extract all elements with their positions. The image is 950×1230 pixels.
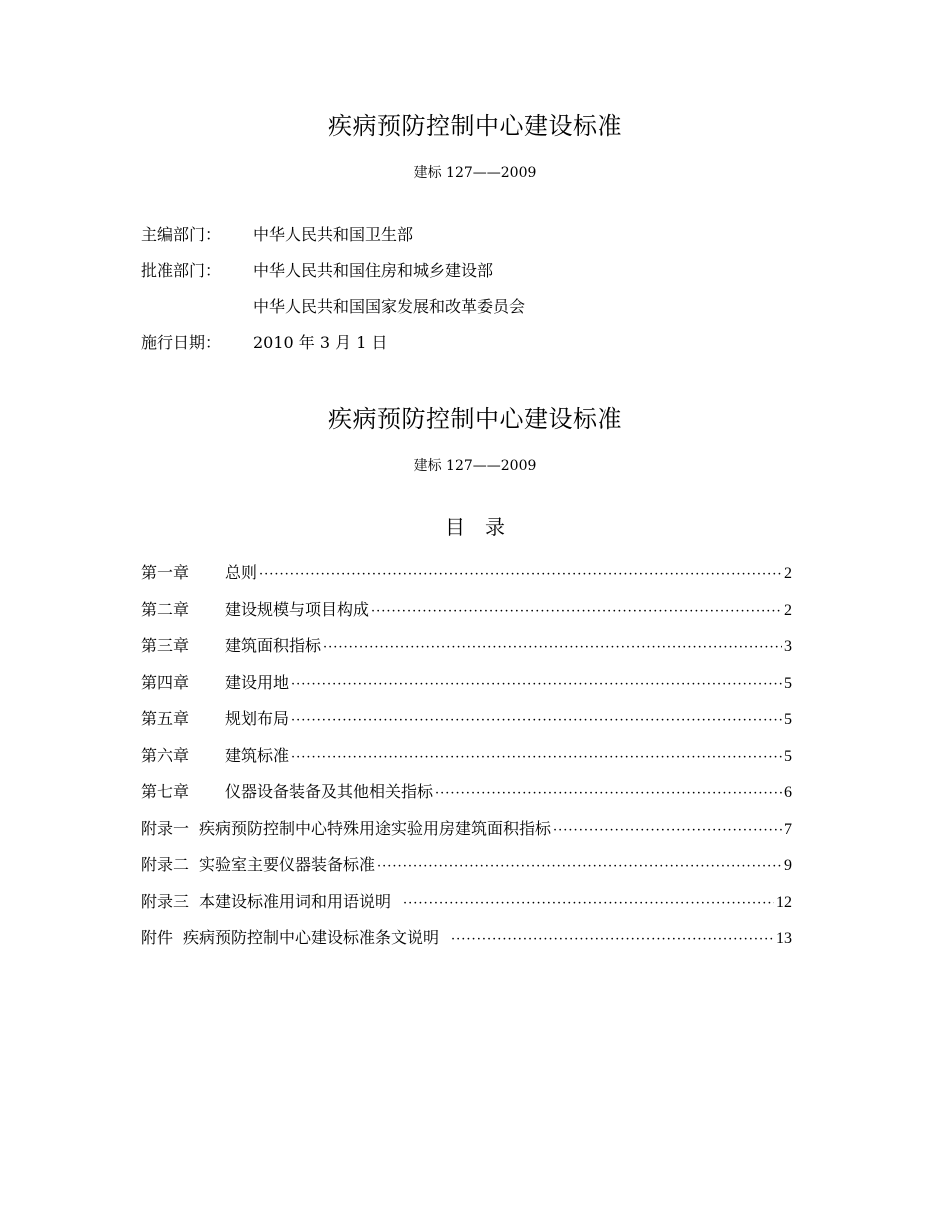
toc-item[interactable] <box>141 743 792 780</box>
table-of-contents <box>141 560 792 962</box>
toc-item-number: 附录三 <box>141 891 190 911</box>
toc-leader-dots <box>323 640 782 655</box>
toc-leader-dots <box>291 713 782 728</box>
toc-item-title: 建设规模与项目构成 <box>225 599 370 619</box>
toc-leader-dots <box>291 677 782 692</box>
toc-leader-dots <box>451 932 774 947</box>
toc-item[interactable] <box>141 597 792 634</box>
document-title: 疾病预防控制中心建设标准 <box>328 112 622 140</box>
toc-item-number: 第一章 <box>141 563 190 582</box>
toc-item-number: 第六章 <box>141 745 190 765</box>
toc-item-page: 12 <box>776 893 792 911</box>
toc-leader-dots <box>553 823 782 838</box>
toc-leader-dots <box>259 567 782 582</box>
toc-item-number: 第五章 <box>141 709 190 728</box>
toc-item-number: 附录一 <box>141 818 190 838</box>
toc-item[interactable] <box>141 816 792 853</box>
toc-item-title: 本建设标准用词和用语说明 <box>199 891 392 911</box>
toc-item[interactable] <box>141 852 792 889</box>
toc-item[interactable] <box>141 633 792 670</box>
toc-item[interactable] <box>141 560 792 597</box>
toc-item-title: 实验室主要仪器装备标准 <box>199 855 376 874</box>
toc-item-page: 5 <box>784 747 792 765</box>
toc-item-page: 2 <box>784 601 792 619</box>
approver-label: 批准部门： <box>141 261 222 280</box>
toc-item-page: 9 <box>784 857 792 874</box>
approver-value-1: 中华人民共和国住房和城乡建设部 <box>253 261 494 280</box>
toc-item-number: 附录二 <box>141 855 190 874</box>
toc-item-page: 6 <box>784 784 792 801</box>
toc-item-page: 5 <box>784 674 792 692</box>
toc-item[interactable] <box>141 889 792 926</box>
toc-leader-dots <box>371 604 782 619</box>
toc-item-number: 第四章 <box>141 672 190 692</box>
toc-item-title: 仪器设备装备及其他相关指标 <box>225 782 434 801</box>
toc-item-title: 建筑标准 <box>225 745 290 765</box>
toc-item-title: 规划布局 <box>225 709 290 728</box>
second-standard-code: 建标 127——2009 <box>413 458 537 474</box>
toc-item-number: 第三章 <box>141 636 190 655</box>
approver-value-2: 中华人民共和国国家发展和改革委员会 <box>253 297 526 316</box>
toc-item-number: 附件 <box>141 928 174 947</box>
toc-item-title: 建筑面积指标 <box>225 636 322 655</box>
toc-leader-dots <box>403 896 774 911</box>
toc-item-page: 13 <box>776 930 792 947</box>
toc-leader-dots <box>291 750 782 765</box>
toc-item[interactable] <box>141 706 792 743</box>
toc-item[interactable] <box>141 779 792 816</box>
editor-label: 主编部门： <box>141 225 222 244</box>
date-label: 施行日期： <box>141 333 222 352</box>
toc-item-title: 疾病预防控制中心特殊用途实验用房建筑面积指标 <box>199 818 552 838</box>
toc-item-page: 7 <box>784 820 792 838</box>
toc-item-title: 总则 <box>225 563 258 582</box>
toc-item-page: 2 <box>784 565 792 582</box>
toc-item-number: 第七章 <box>141 782 190 801</box>
toc-item-title: 建设用地 <box>225 672 290 692</box>
standard-code: 建标 127——2009 <box>413 165 537 181</box>
toc-item-page: 3 <box>784 638 792 655</box>
second-title: 疾病预防控制中心建设标准 <box>328 405 622 433</box>
toc-item-number: 第二章 <box>141 599 190 619</box>
toc-item-page: 5 <box>784 711 792 728</box>
toc-item[interactable] <box>141 670 792 707</box>
date-value: 2010 年 3 月 1 日 <box>253 333 388 352</box>
editor-value: 中华人民共和国卫生部 <box>253 225 414 244</box>
toc-item-title: 疾病预防控制中心建设标准条文说明 <box>183 928 440 947</box>
toc-leader-dots <box>435 786 782 801</box>
toc-leader-dots <box>377 859 782 874</box>
toc-item[interactable] <box>141 925 792 962</box>
toc-heading: 目 录 <box>445 515 505 539</box>
